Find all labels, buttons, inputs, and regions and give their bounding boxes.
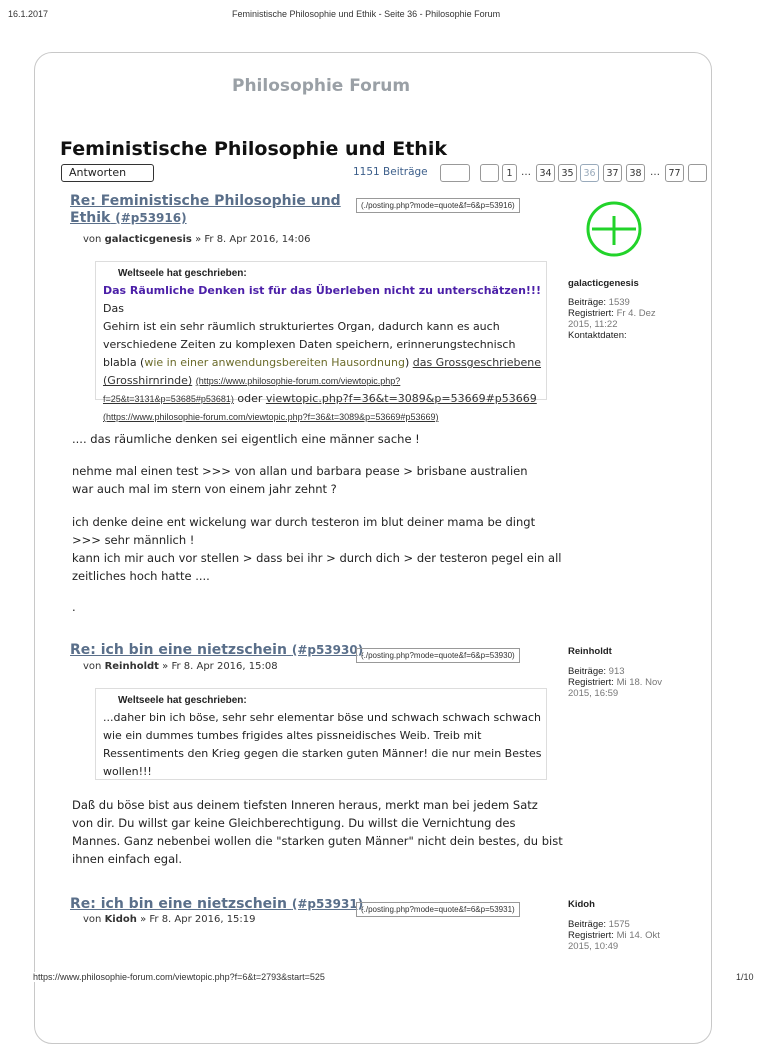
- profile-username[interactable]: Kidoh: [568, 899, 595, 910]
- posts-count: 1539: [608, 297, 630, 308]
- post-body-line: .... das räumliche denken sei eigentlich eine männer sache !: [72, 432, 420, 446]
- post-body-line: Daß du böse bist aus deinem tiefsten Inneren heraus, merkt man bei jedem Satz: [72, 798, 538, 812]
- print-date: 16.1.2017: [8, 9, 49, 19]
- print-title: Feministische Philosophie und Ethik - Seite 36 - Philosophie Forum: [232, 9, 501, 19]
- registered-date: Fr 4. Dez: [616, 308, 656, 319]
- post-body-line: von dir. Du willst gar keine Gleichberechtigung. Du willst die Vernichtung des: [72, 816, 516, 830]
- post-title-line: Re: Feministische Philosophie und: [70, 193, 341, 209]
- post-body-line: >>> sehr männlich !: [72, 533, 195, 547]
- post-body-line: zeitliches hoch hatte ....: [72, 569, 210, 583]
- pagination-page[interactable]: 77: [665, 164, 684, 182]
- post-date: » Fr 8. Apr 2016, 15:08: [162, 661, 278, 672]
- post-title-text: Re: ich bin eine nietzschein: [70, 896, 287, 912]
- posts-count: 913: [608, 666, 625, 677]
- registered-label: Registriert:: [568, 677, 614, 688]
- post-title-link[interactable]: [70, 193, 350, 227]
- quote-link-text[interactable]: viewtopic.php?f=36&t=3089&p=53669#p53669: [265, 392, 537, 405]
- post-body-line: ihnen einfach egal.: [72, 852, 182, 866]
- post-body-line: nehme mal einen test >>> von allan und barbara pease > brisbane australien: [72, 464, 528, 478]
- quote-link[interactable]: (./posting.php?mode=quote&f=6&p=53930): [356, 648, 520, 663]
- quote-colored-text: wie in einer anwendungsbereiten Hausordnung: [144, 356, 405, 369]
- registered-time: 2015, 11:22: [568, 319, 618, 330]
- pagination-ellipsis: …: [521, 167, 531, 178]
- post-title-text: Re: ich bin eine nietzschein: [70, 642, 287, 658]
- post-byline: [83, 914, 256, 925]
- author-link[interactable]: Kidoh: [104, 914, 137, 925]
- byline-prefix: von: [83, 234, 102, 245]
- print-footer-page: 1/10: [736, 972, 754, 982]
- post-body-line: ich denke deine ent wickelung war durch testeron im blut deiner mama be dingt: [72, 515, 536, 529]
- profile-meta: [568, 919, 688, 952]
- posts-label: Beiträge:: [568, 297, 607, 308]
- quote-url[interactable]: (https://www.philosophie-forum.com/viewtopic.php?: [195, 376, 401, 386]
- post-count: 1151 Beiträge: [353, 166, 428, 178]
- print-footer-url: https://www.philosophie-forum.com/viewtopic.php?f=6&t=2793&start=525: [33, 972, 325, 982]
- pagination-blank-button[interactable]: [480, 164, 499, 182]
- quote-url[interactable]: f=25&t=3131&p=53685#p53681): [103, 394, 234, 404]
- pagination-current-page: 36: [580, 164, 599, 182]
- author-link[interactable]: Reinholdt: [104, 661, 159, 672]
- profile-meta: [568, 297, 688, 341]
- posts-count: 1575: [608, 919, 630, 930]
- post-byline: [83, 661, 278, 672]
- post-body-line: war auch mal im stern von einem jahr zehnt ?: [72, 482, 337, 496]
- topic-title[interactable]: Feministische Philosophie und Ethik: [60, 138, 447, 160]
- quote-link[interactable]: (./posting.php?mode=quote&f=6&p=53931): [356, 902, 520, 917]
- post-title-line: Ethik: [70, 210, 111, 226]
- pagination-ellipsis: …: [650, 167, 660, 178]
- pagination-page[interactable]: 37: [603, 164, 622, 182]
- reply-button[interactable]: Antworten: [61, 164, 154, 182]
- posts-label: Beiträge:: [568, 919, 607, 930]
- quote-box: [95, 688, 547, 780]
- quote-emphasis: Das Räumliche Denken ist für das Überleben nicht zu unterschätzen!!!: [103, 284, 541, 297]
- quote-line: Gehirn ist ein sehr räumlich strukturiertes Organ, dadurch kann es auch: [103, 320, 500, 333]
- pagination-page[interactable]: 38: [626, 164, 645, 182]
- quote-box: [95, 261, 547, 422]
- quote-fragment: ): [404, 356, 413, 369]
- pagination-page[interactable]: 34: [536, 164, 555, 182]
- registered-date: Mi 14. Okt: [616, 930, 660, 941]
- post-id: (#p53916): [115, 211, 187, 225]
- post-title-link[interactable]: [70, 642, 363, 659]
- contact-label: Kontaktdaten:: [568, 330, 627, 341]
- quote-fragment: blabla (: [103, 356, 145, 369]
- quote-author: Weltseele hat geschrieben:: [118, 695, 247, 706]
- pagination-prev-button[interactable]: [440, 164, 470, 182]
- quote-fragment: oder: [233, 392, 266, 405]
- post-id: (#p53931): [291, 897, 364, 911]
- quote-link[interactable]: (./posting.php?mode=quote&f=6&p=53916): [356, 198, 520, 213]
- pagination-page[interactable]: 1: [502, 164, 517, 182]
- post-body-line: kann ich mir auch vor stellen > dass bei ihr > durch dich > der testeron pegel ein all: [72, 551, 562, 565]
- quote-line: wie ein dummes tumbes frigides altes pissneidisches Weib. Treib mit: [103, 729, 482, 742]
- quote-url[interactable]: (https://www.philosophie-forum.com/viewtopic.php?f=36&t=3089&p=53669#p53669): [103, 412, 439, 422]
- post-body-line: .: [72, 600, 76, 614]
- registered-time: 2015, 10:49: [568, 941, 619, 952]
- quote-line: ...daher bin ich böse, sehr sehr elementar böse und schwach schwach schwach: [103, 711, 541, 724]
- post-byline: [83, 234, 311, 245]
- post-title-link[interactable]: [70, 896, 363, 913]
- registered-label: Registriert:: [568, 308, 614, 319]
- quote-link-text[interactable]: (Grosshirnrinde): [103, 374, 193, 387]
- byline-prefix: von: [83, 661, 102, 672]
- quote-line: verschiedene Zeiten zu komplexen Daten speichern, erinnerungstechnisch: [103, 338, 516, 351]
- quote-text: [103, 709, 543, 781]
- site-title[interactable]: Philosophie Forum: [232, 76, 411, 96]
- registered-label: Registriert:: [568, 930, 614, 941]
- registered-time: 2015, 16:59: [568, 688, 619, 699]
- profile-username[interactable]: galacticgenesis: [568, 278, 639, 289]
- pagination-next-button[interactable]: [688, 164, 707, 182]
- author-link[interactable]: galacticgenesis: [104, 234, 192, 245]
- profile-username[interactable]: Reinholdt: [568, 646, 612, 657]
- post-date: » Fr 8. Apr 2016, 15:19: [140, 914, 256, 925]
- quote-line: wollen!!!: [103, 765, 152, 778]
- quote-author: Weltseele hat geschrieben:: [118, 268, 247, 279]
- quote-link-text[interactable]: das Grossgeschriebene: [412, 356, 542, 369]
- quote-fragment: Das: [103, 302, 124, 315]
- post-id: (#p53930): [291, 643, 364, 657]
- profile-meta: [568, 666, 688, 699]
- byline-prefix: von: [83, 914, 102, 925]
- posts-label: Beiträge:: [568, 666, 607, 677]
- post-date: » Fr 8. Apr 2016, 14:06: [195, 234, 311, 245]
- quote-text: [103, 282, 543, 426]
- registered-date: Mi 18. Nov: [616, 677, 662, 688]
- pagination-page[interactable]: 35: [558, 164, 577, 182]
- quote-line: Ressentiments den Krieg gegen die starken guten Männer! die nur mein Bestes: [103, 747, 542, 760]
- post-body-line: Mannes. Ganz nebenbei wollen die "starken guten Männer" nicht dein bestes, du bist: [72, 834, 563, 848]
- green-crosshair-avatar-icon: [570, 200, 658, 260]
